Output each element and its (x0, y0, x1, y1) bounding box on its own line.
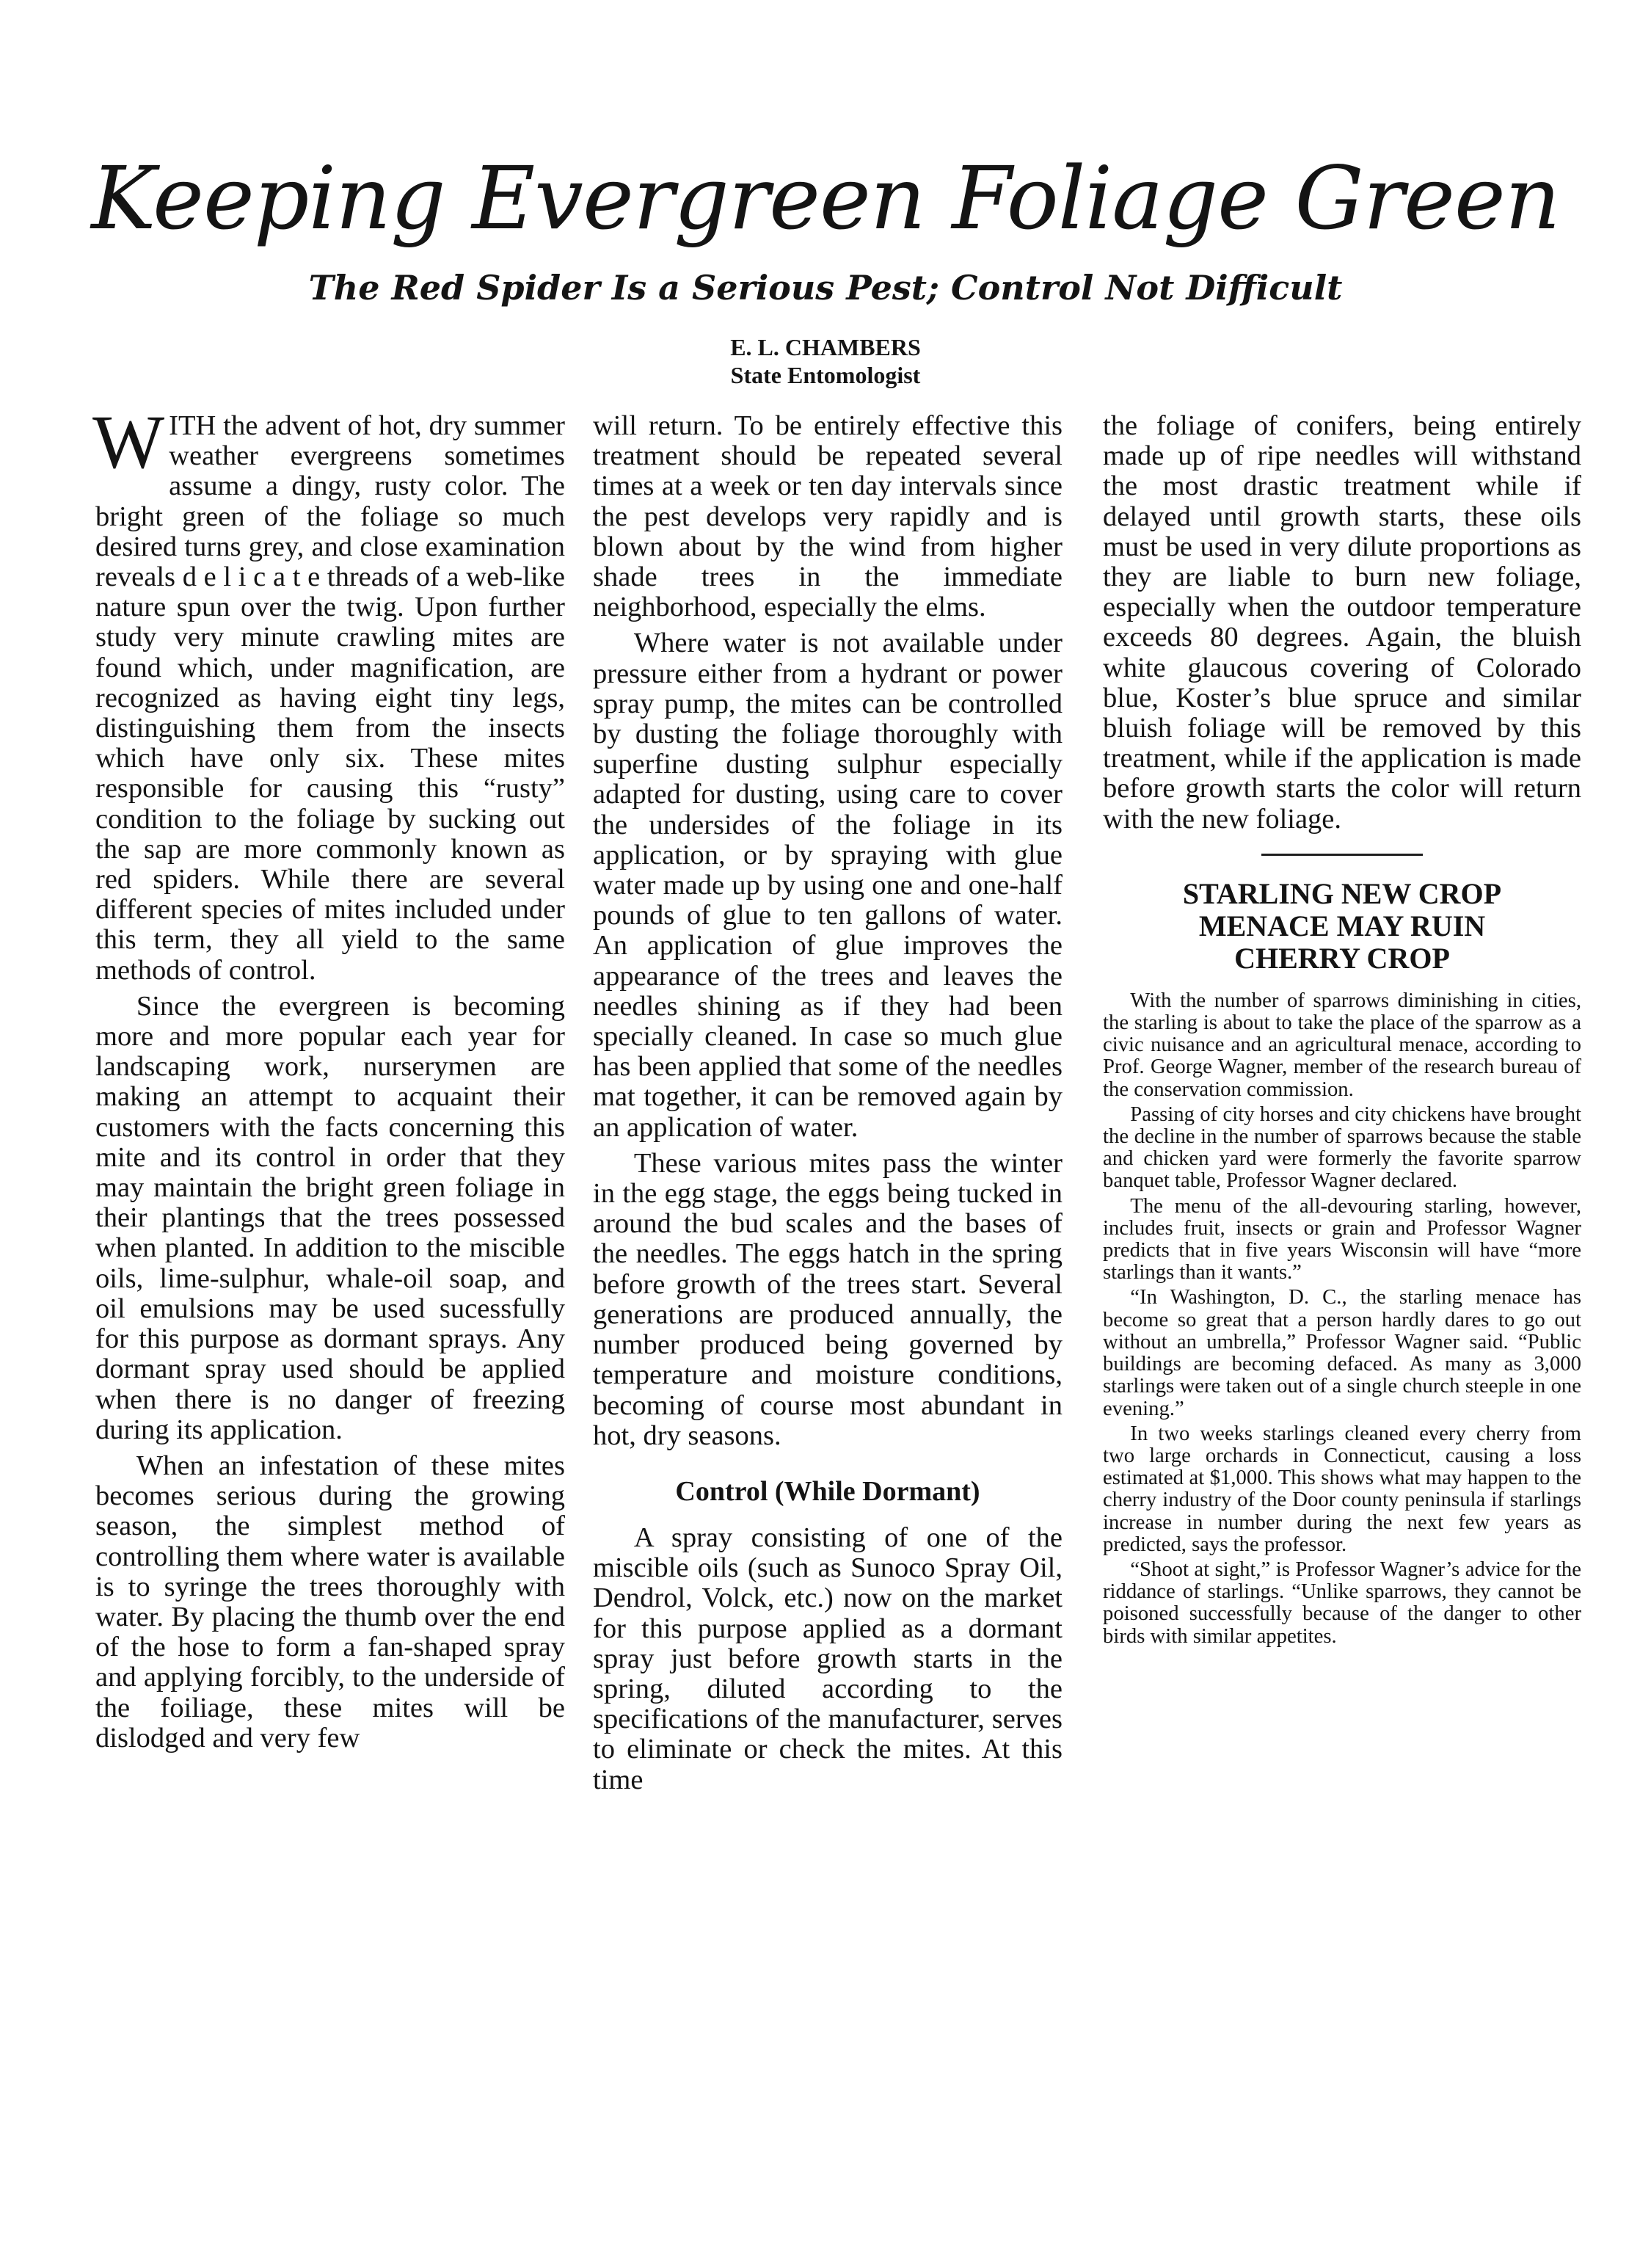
article-paragraph: When an infestation of these mites becomes serious during the growing season, the simplest method of controlling them where water is available is to syringe the trees thoroughly with water. By placing the thumb over the end of the hose to form a fan-shaped spray and applying forcibly, to the underside of the foiliage, these mites will be dislodged and very few (95, 1450, 565, 1753)
article-column-1 (92, 400, 565, 1759)
article-paragraph: These various mites pass the winter in the egg stage, the eggs being tucked in around the bud scales and the bases of the needles. The eggs hatch in the spring before growth of the trees start. Several generations are produced annually, the number produced being governed by temperature and moisture conditions, becoming of course most abundant in hot, dry seasons. (593, 1147, 1063, 1451)
sidebar-paragraph: Passing of city horses and city chickens have brought the decline in the number of sparrows because the stable and chicken yard were formerly the favorite sparrow banquet table, Professor Wagner declared. (1103, 1102, 1581, 1193)
sidebar-paragraph: “In Washington, D. C., the starling menace has become so great that a person hardly dares to go out without an umbrella,” Professor Wagner said. “Public buildings are becoming defaced. As many as 3,000 starlings were taken out of a single church steeple in one evening.” (1103, 1285, 1581, 1420)
divider-rule (1261, 854, 1423, 856)
sidebar-story (1103, 989, 1581, 1647)
sidebar-heading-line: CHERRY CROP (1234, 941, 1450, 975)
article-paragraph: the foliage of conifers, being entirely made up of ripe needles will withstand the most drastic treatment while if delayed until growth starts, these oils must be used in very dilute proportions as they are liable to burn new foliage, especially when the outdoor temperature exceeds 80 degrees. Again, the bluish white glaucous covering of Colorado blue, Koster’s blue spruce and similar bluish foliage will be removed by this treatment, while if the application is made before growth starts the color will return with the new foliage. (1103, 410, 1581, 835)
sidebar-paragraph: In two weeks starlings cleaned every cherry from two large orchards in Connecticut, causing a loss estimated at $1,000. This shows what may happen to the cherry industry of the Door county peninsula if starlings increase in number during the next few years as predicted, says the professor. (1103, 1421, 1581, 1556)
sidebar-heading (1103, 878, 1581, 975)
sidebar-heading-line: STARLING NEW CROP (1182, 876, 1502, 910)
sidebar-paragraph: The menu of the all-devouring starling, however, includes fruit, insects or grain and Professor Wagner predicts that in five years Wisconsin will have “more starlings than it wants.” (1103, 1193, 1581, 1284)
sidebar-paragraph: “Shoot at sight,” is Professor Wagner’s advice for the riddance of starlings. “Unlike sparrows, they cannot be poisoned successfully because of the danger to other birds with similar appetites. (1103, 1557, 1581, 1648)
article-paragraph: Where water is not available under pressure either from a hydrant or power spray pump, the mites can be controlled by dusting the foliage thoroughly with superfine dusting sulphur especially adapted for dusting, using care to cover the undersides of the foliage in its application, or by spraying with glue water made up by using one and one-half pounds of glue to ten gallons of water. An application of glue improves the appearance of the trees and leaves the needles shining as if they had been specially cleaned. In case so much glue has been applied that some of the needles mat together, it can be removed again by an application of water. (593, 628, 1063, 1143)
article-column-2 (593, 411, 1063, 1801)
article-subtitle: The Red Spider Is a Serious Pest; Control Not Difficult (308, 268, 1343, 308)
article-paragraph: will return. To be entirely effective this treatment should be repeated several times at a week or ten day intervals since the pest develops very rapidly and is blown about by the wind from higher shade trees in the immediate neighborhood, especially the elms. (593, 410, 1063, 623)
article-column-3 (1103, 411, 1581, 1650)
article-paragraph: WITH the advent of hot, dry summer weather evergreens sometimes assume a dingy, rusty color. The bright green of the foliage so much desired turns grey, and close examination reveals d e l i c a t e threads of a web-like nature spun over the twig. Upon further study very minute crawling mites are found which, under magnification, are recognized as having eight tiny legs, distinguishing them from the insects which have only six. These mites responsible for causing this “rusty” condition to the foliage by sucking out the sap are more commonly known as red spiders. While there are several different species of mites included under this term, they all yield to the same methods of control. (92, 400, 565, 986)
sidebar-heading-line: MENACE MAY RUIN (1198, 909, 1486, 942)
article-title: Keeping Evergreen Foliage Green (91, 148, 1560, 249)
article-paragraph: Since the evergreen is becoming more and more popular each year for landscaping work, nurserymen are making an attempt to acquaint their customers with the facts concerning this mite and its control in order that they may maintain the bright green foliage in their plantings that the trees possessed when planted. In addition to the miscible oils, lime-sulphur, whale-oil soap, and oil emulsions may be used sucessfully for this purpose as dormant sprays. Any dormant spray used should be applied when there is no danger of freezing during its application. (95, 990, 565, 1445)
sidebar-paragraph: With the number of sparrows diminishing in cities, the starling is about to take the place of the sparrow as a civic nuisance and an agricultural menace, according to Prof. George Wagner, member of the research bureau of the conservation commission. (1103, 988, 1581, 1101)
author-role: State Entomologist (730, 362, 921, 388)
drop-cap: W (92, 400, 165, 484)
article-paragraph: A spray consisting of one of the miscible oils (such as Sunoco Spray Oil, Dendrol, Volck, etc.) now on the market for this purpose applied as a dormant spray just before growth starts in the spring, diluted according to the specifications of the manufacturer, serves to eliminate or check the mites. At this time (593, 1522, 1063, 1795)
author-name: E. L. CHAMBERS (730, 334, 921, 360)
section-subheading: Control (While Dormant) (675, 1475, 980, 1507)
byline (0, 333, 1651, 389)
